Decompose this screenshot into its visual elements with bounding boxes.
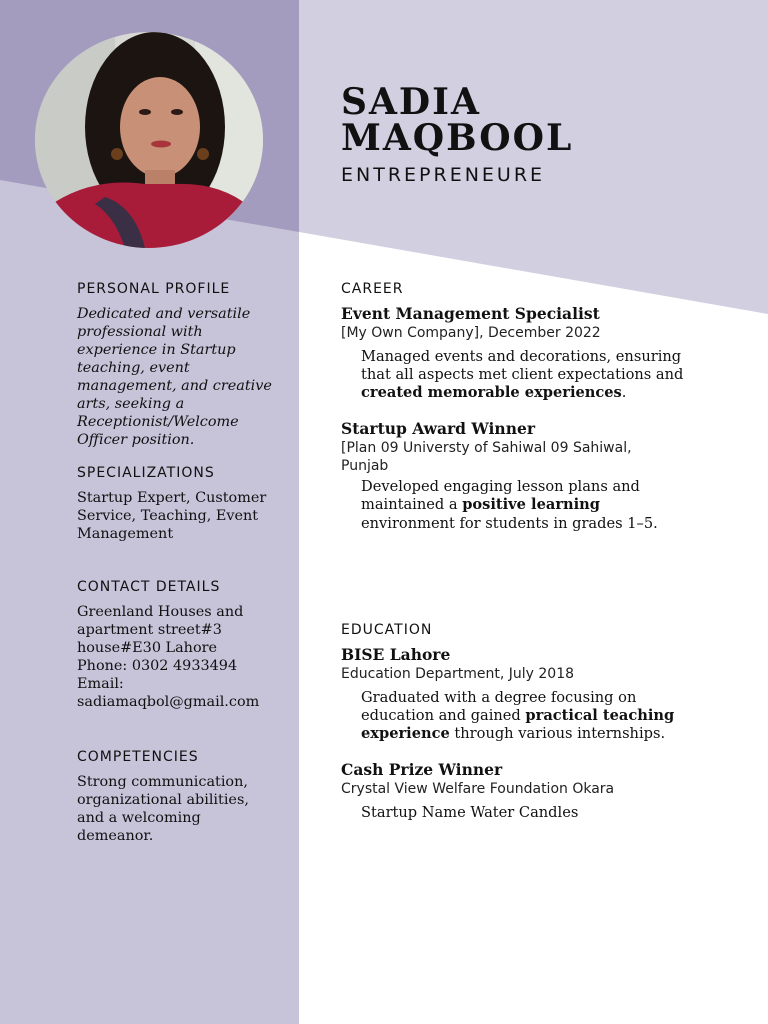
specializations-text: Startup Expert, Customer Service, Teaching, Event Management <box>77 490 267 542</box>
career-item-subtitle: [My Own Company], December 2022 <box>341 325 601 341</box>
competencies-text: Strong communication, organizational abilities, and a welcoming demeanor. <box>77 774 249 844</box>
first-name: SADIA <box>341 81 481 123</box>
education-item-title: Cash Prize Winner <box>341 760 503 780</box>
career-section <box>341 281 741 533</box>
career-item <box>341 419 741 533</box>
contact-email[interactable]: sadiamaqbol@gmail.com <box>77 694 260 710</box>
job-title: ENTREPRENEURE <box>341 164 546 186</box>
career-item <box>341 304 741 402</box>
education-item-description: Graduated with a degree focusing on education and gained practical teaching experience through various internships. <box>361 688 675 742</box>
person-name <box>341 81 741 159</box>
career-item-description: Developed engaging lesson plans and maintained a positive learning environment for students in grades 1–5. <box>361 478 658 532</box>
career-item-subtitle: [Plan 09 Universty of Sahiwal 09 Sahiwal, Punjab <box>341 440 632 474</box>
section-heading: SPECIALIZATIONS <box>77 465 215 481</box>
education-item-description: Startup Name Water Candles <box>361 803 579 821</box>
personal-profile-section <box>77 281 277 449</box>
contact-details-section <box>77 579 277 711</box>
specializations-section <box>77 465 277 543</box>
education-item-subtitle: Education Department, July 2018 <box>341 666 575 682</box>
education-section <box>341 622 741 822</box>
profile-photo <box>35 32 263 248</box>
contact-email-label: Email: <box>77 676 124 692</box>
education-item-title: BISE Lahore <box>341 645 451 664</box>
portrait-illustration <box>35 32 263 248</box>
profile-text: Dedicated and versatile professional with experience in Startup teaching, event management, and creative arts, seeking a Receptionist/Welcome Officer position. <box>77 306 272 448</box>
contact-address: Greenland Houses and apartment street#3 house#E30 Lahore <box>77 604 244 656</box>
education-item-subtitle: Crystal View Welfare Foundation Okara <box>341 781 615 798</box>
competencies-section <box>77 749 277 845</box>
section-heading: CONTACT DETAILS <box>77 579 221 595</box>
contact-phone: Phone: 0302 4933494 <box>77 658 238 674</box>
section-heading: COMPETENCIES <box>77 749 199 765</box>
career-item-title: Startup Award Winner <box>341 419 535 439</box>
last-name: MAQBOOL <box>341 117 574 159</box>
section-heading: CAREER <box>341 281 404 297</box>
section-heading: EDUCATION <box>341 622 433 638</box>
education-item <box>341 760 741 822</box>
education-item <box>341 645 741 743</box>
section-heading: PERSONAL PROFILE <box>77 281 231 297</box>
career-item-description: Managed events and decorations, ensuring that all aspects met client expectations and created memorable experiences. <box>361 347 684 401</box>
career-item-title: Event Management Specialist <box>341 304 600 323</box>
